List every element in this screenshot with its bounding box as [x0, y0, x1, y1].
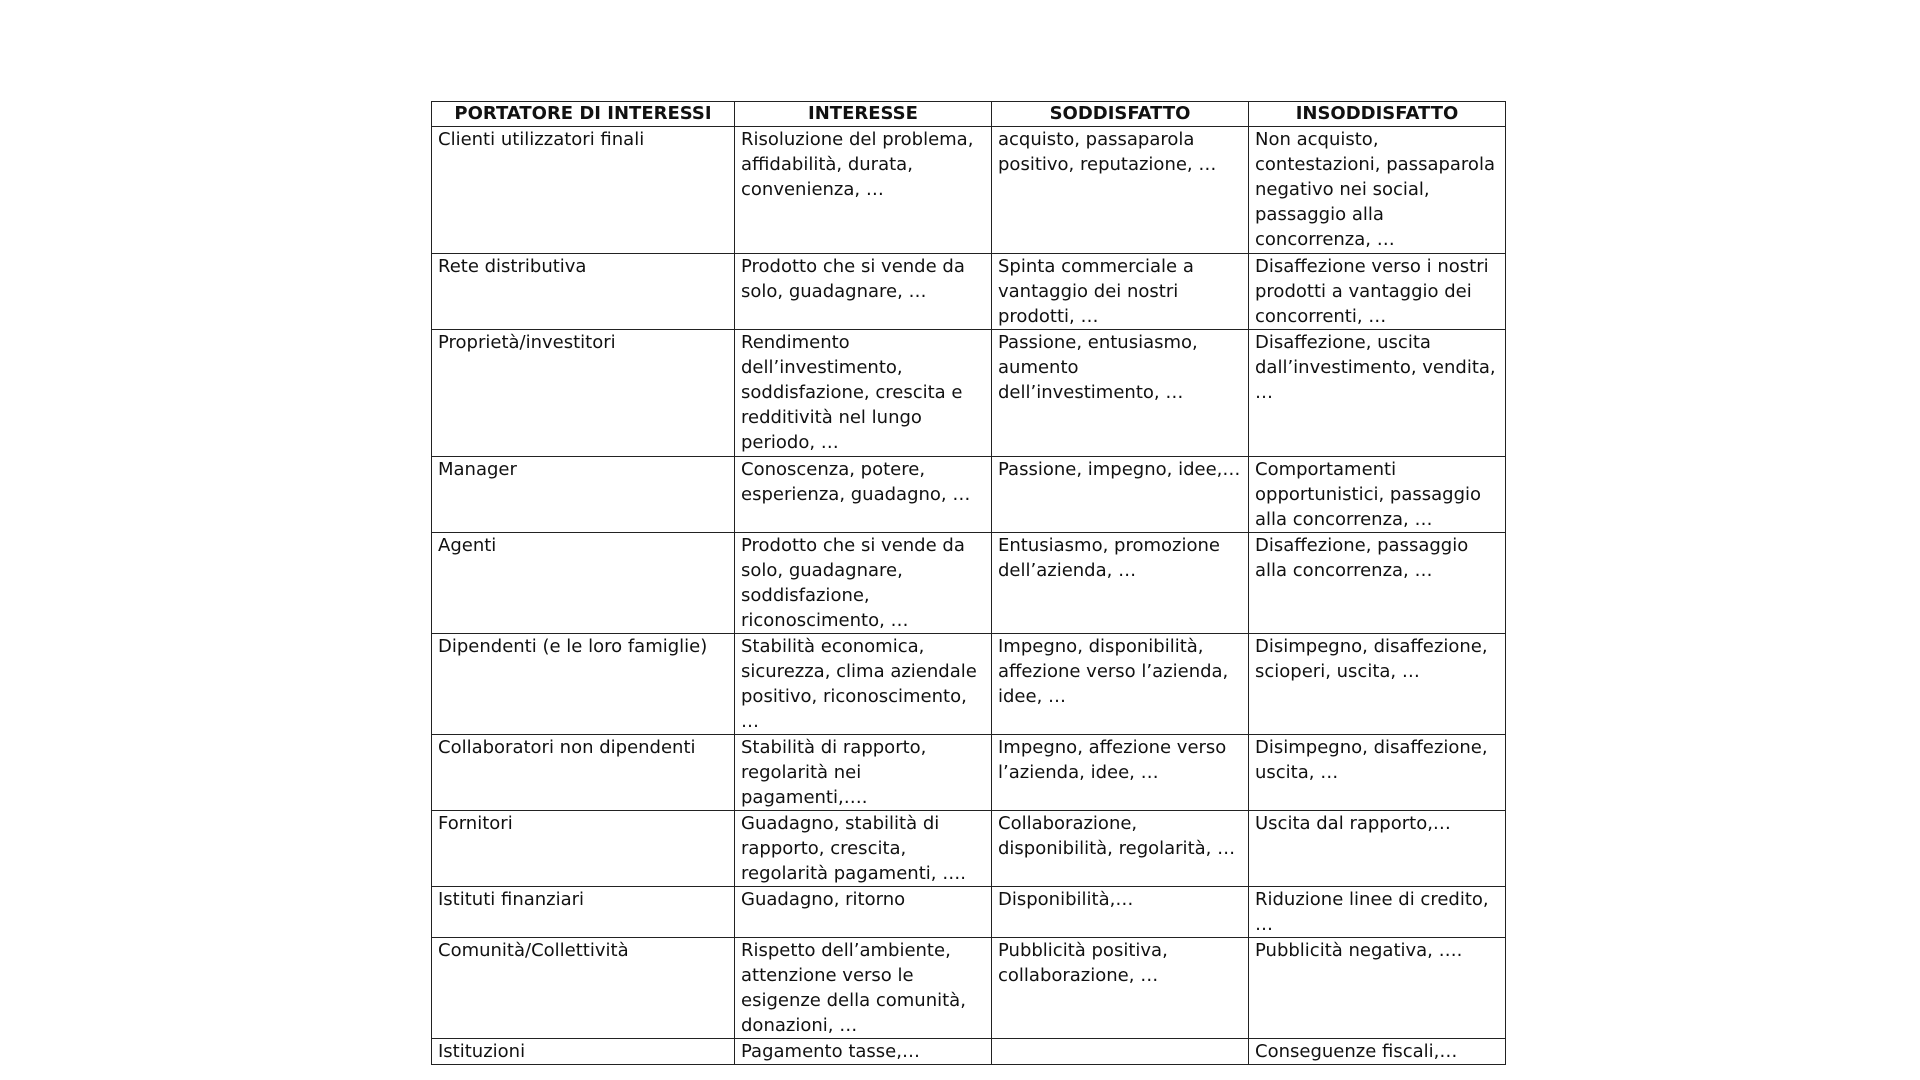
header-insoddisfatto: INSODDISFATTO: [1249, 102, 1506, 127]
cell-soddisfatto: Pubblicità positiva, collaborazione, …: [992, 938, 1249, 1039]
cell-stakeholder: Collaboratori non dipendenti: [432, 735, 735, 811]
cell-stakeholder: Istituzioni: [432, 1039, 735, 1065]
cell-soddisfatto: Passione, impegno, idee,…: [992, 457, 1249, 533]
table-row: [432, 735, 1506, 811]
cell-stakeholder: Istituti finanziari: [432, 887, 735, 938]
cell-interesse: Stabilità economica, sicurezza, clima aziendale positivo, riconoscimento, …: [735, 634, 992, 735]
cell-interesse: Stabilità di rapporto, regolarità nei pagamenti,….: [735, 735, 992, 811]
cell-insoddisfatto: Conseguenze fiscali,…: [1249, 1039, 1506, 1065]
cell-interesse: Prodotto che si vende da solo, guadagnare, …: [735, 254, 992, 330]
stakeholder-table: [431, 101, 1506, 1065]
cell-soddisfatto: Disponibilità,…: [992, 887, 1249, 938]
cell-soddisfatto: Impegno, affezione verso l’azienda, idee, …: [992, 735, 1249, 811]
table-row: [432, 887, 1506, 938]
cell-insoddisfatto: Disaffezione, passaggio alla concorrenza, …: [1249, 533, 1506, 634]
table-row: [432, 938, 1506, 1039]
table-row: [432, 811, 1506, 887]
cell-insoddisfatto: Pubblicità negativa, ….: [1249, 938, 1506, 1039]
cell-stakeholder: Rete distributiva: [432, 254, 735, 330]
cell-soddisfatto: Spinta commerciale a vantaggio dei nostri prodotti, …: [992, 254, 1249, 330]
cell-interesse: Guadagno, ritorno: [735, 887, 992, 938]
cell-insoddisfatto: Disaffezione, uscita dall’investimento, vendita, …: [1249, 330, 1506, 457]
cell-interesse: Guadagno, stabilità di rapporto, crescita, regolarità pagamenti, ….: [735, 811, 992, 887]
cell-interesse: Rispetto dell’ambiente, attenzione verso le esigenze della comunità, donazioni, …: [735, 938, 992, 1039]
cell-stakeholder: Comunità/Collettività: [432, 938, 735, 1039]
cell-insoddisfatto: Riduzione linee di credito, …: [1249, 887, 1506, 938]
table-row: [432, 533, 1506, 634]
cell-insoddisfatto: Disimpegno, disaffezione, uscita, …: [1249, 735, 1506, 811]
cell-stakeholder: Fornitori: [432, 811, 735, 887]
cell-soddisfatto: Collaborazione, disponibilità, regolarità, …: [992, 811, 1249, 887]
table-row: [432, 1039, 1506, 1065]
table-row: [432, 634, 1506, 735]
header-interesse: INTERESSE: [735, 102, 992, 127]
cell-stakeholder: Agenti: [432, 533, 735, 634]
cell-insoddisfatto: Disaffezione verso i nostri prodotti a vantaggio dei concorrenti, …: [1249, 254, 1506, 330]
cell-stakeholder: Dipendenti (e le loro famiglie): [432, 634, 735, 735]
cell-soddisfatto: Passione, entusiasmo, aumento dell’investimento, …: [992, 330, 1249, 457]
cell-interesse: Pagamento tasse,…: [735, 1039, 992, 1065]
table-row: [432, 457, 1506, 533]
cell-insoddisfatto: Disimpegno, disaffezione, scioperi, uscita, …: [1249, 634, 1506, 735]
header-soddisfatto: SODDISFATTO: [992, 102, 1249, 127]
cell-soddisfatto: Impegno, disponibilità, affezione verso l’azienda, idee, …: [992, 634, 1249, 735]
cell-insoddisfatto: Non acquisto, contestazioni, passaparola negativo nei social, passaggio alla concorrenza, …: [1249, 127, 1506, 254]
table-row: [432, 127, 1506, 254]
cell-soddisfatto: [992, 1039, 1249, 1065]
header-stakeholder: PORTATORE DI INTERESSI: [432, 102, 735, 127]
cell-stakeholder: Manager: [432, 457, 735, 533]
cell-interesse: Rendimento dell’investimento, soddisfazione, crescita e redditività nel lungo periodo, …: [735, 330, 992, 457]
cell-soddisfatto: Entusiasmo, promozione dell’azienda, …: [992, 533, 1249, 634]
table-header-row: [432, 102, 1506, 127]
cell-interesse: Risoluzione del problema, affidabilità, durata, convenienza, …: [735, 127, 992, 254]
cell-insoddisfatto: Uscita dal rapporto,…: [1249, 811, 1506, 887]
cell-soddisfatto: acquisto, passaparola positivo, reputazione, …: [992, 127, 1249, 254]
cell-insoddisfatto: Comportamenti opportunistici, passaggio alla concorrenza, …: [1249, 457, 1506, 533]
table-row: [432, 330, 1506, 457]
cell-stakeholder: Clienti utilizzatori finali: [432, 127, 735, 254]
cell-interesse: Conoscenza, potere, esperienza, guadagno, …: [735, 457, 992, 533]
cell-interesse: Prodotto che si vende da solo, guadagnare, soddisfazione, riconoscimento, …: [735, 533, 992, 634]
table-row: [432, 254, 1506, 330]
cell-stakeholder: Proprietà/investitori: [432, 330, 735, 457]
